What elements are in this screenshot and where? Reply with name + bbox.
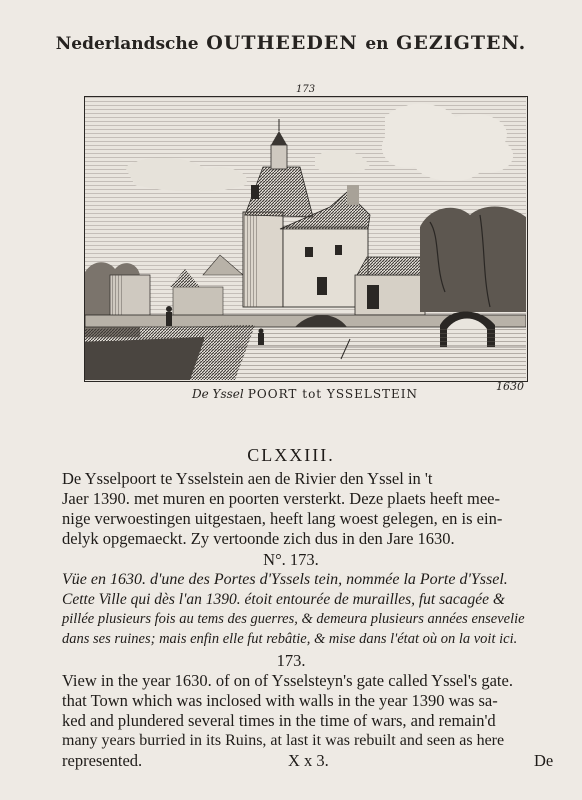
caption-italic: De Yssel: [192, 387, 244, 401]
english-line: that Town which was inclosed with walls in the year 1390 was sa-: [62, 691, 498, 710]
header-en: en: [365, 34, 389, 54]
header-caps2: GEZIGTEN.: [396, 32, 527, 54]
plate-caption: [192, 387, 418, 402]
french-number: N°. 173.: [263, 550, 319, 569]
catchword: De: [534, 751, 554, 770]
header-caps: OUTHEEDEN: [206, 32, 358, 54]
french-line: Cette Ville qui dès l'an 1390. étoit entourée de murailles, fut sacagée &: [62, 591, 505, 608]
engraving-svg: [85, 97, 526, 380]
english-line: View in the year 1630. of on of Ysselsteyn's gate called Yssel's gate.: [62, 671, 513, 690]
dutch-line: De Ysselpoort te Ysselstein aen de Rivier den Yssel in 't: [62, 469, 433, 488]
english-line: ked and plundered several times in the time of wars, and remain'd: [62, 711, 496, 730]
dutch-line: Jaer 1390. met muren en poorten versterkt. Deze plaets heeft mee-: [62, 489, 500, 508]
plate-year: 1630: [496, 380, 524, 393]
signature-mark: X x 3.: [288, 751, 329, 770]
english-line: many years burried in its Ruins, at last it was rebuilt and seen as here: [62, 732, 505, 749]
french-line: Vüe en 1630. d'une des Portes d'Yssels tein, nommée la Porte d'Yssel.: [62, 571, 508, 588]
page-header: [0, 32, 582, 54]
french-line: dans ses ruines; mais enfin elle fut rebâtie, & mise dans l'état où on la voit ici.: [62, 631, 518, 647]
english-line: represented.: [62, 751, 143, 770]
french-line: pillée plusieurs fois au tems des guerres, & demeura plusieurs années ensevelie: [62, 611, 525, 627]
dutch-line: delyk opgemaeckt. Zy vertoonde zich dus in den Jare 1630.: [62, 529, 455, 548]
plate-number: 173: [296, 84, 316, 95]
engraving-illustration: [84, 96, 528, 382]
section-roman-number: CLXXIII.: [247, 445, 335, 465]
caption-caps: POORT tot YSSELSTEIN: [247, 387, 419, 401]
english-number: 173.: [276, 651, 306, 670]
header-blackletter: Nederlandsche: [55, 34, 199, 54]
dutch-line: nige verwoestingen uitgestaen, heeft lang woest gelegen, en is ein-: [62, 509, 503, 528]
